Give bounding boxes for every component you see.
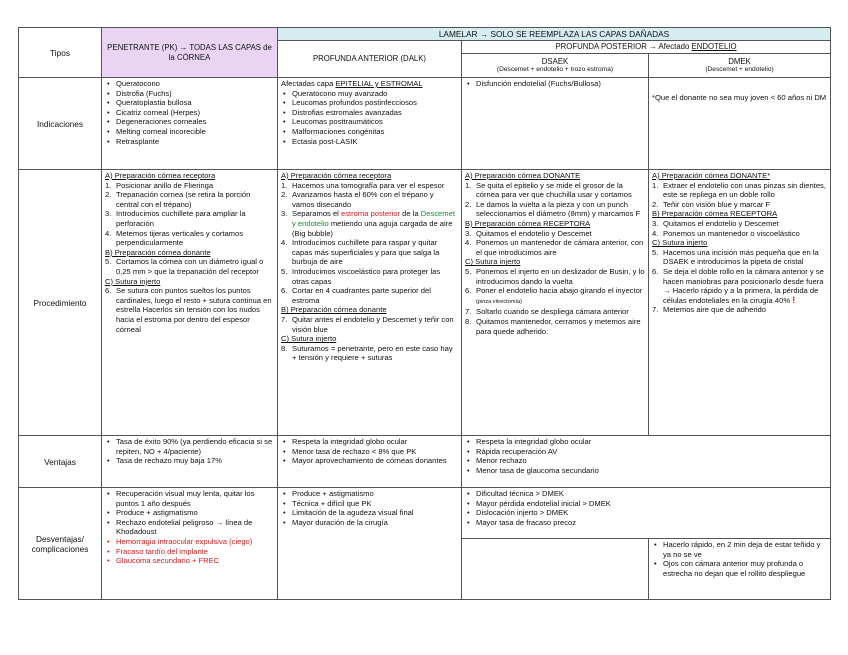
dmek-section-a-heading: A) Preparación córnea DONANTE* [652,171,771,180]
step-number: 8. [281,343,288,353]
indicaciones-pk-list [105,79,274,146]
step-row [105,181,274,191]
dalk-step3-mid: de la [400,209,421,219]
indicaciones-dsaek-cell [462,78,649,170]
desventajas-posterior-list [465,489,827,527]
step-number: 7. [465,307,472,317]
dalk-step-1 [281,181,458,191]
step-number: 5. [652,247,659,257]
step-number: 6. [652,266,659,276]
dalk-section-b-steps [281,315,458,334]
step-text: Ponemos un mantenedor o viscoelástico [663,228,800,238]
step-row [105,209,274,228]
step-number: 2. [652,199,659,209]
step-number: 1. [281,180,288,190]
step-text: Introducimos cuchillete para raspar y quitar capas más superficiales y para que salga la burbuja de aire [292,238,440,267]
row-label-procedimiento [19,170,102,436]
header-dsaek-text: DSAEK [541,56,569,66]
row-label-indicaciones-text: Indicaciones [36,118,84,129]
step-text: Trepanación cornea (se retira la porción central con el trépano) [116,190,251,209]
step-text: Hacemos una incisión más pequeña que en la DSAEK e introducimos la pipeta de cristal [663,247,819,267]
step-number: 8. [465,316,472,326]
dmek-section-c-steps [652,248,827,267]
list-item: • Limitación de la agudeza visual final [292,508,458,518]
list-item: • Produce + astigmatismo [292,489,458,499]
header-tipos [19,28,102,78]
list-item: • Degeneraciones corneales [116,117,274,127]
list-item: • Dificultad técnica > DMEK [476,489,827,499]
step-text: Quitamos mantenedor, cerramos y metemos aire para quede adherido. [476,316,641,336]
list-item: • Distrofia (Fuchs) [116,89,274,99]
step-number: 5. [465,266,472,276]
list-item: • Mayor tasa de fracaso precoz [476,518,827,528]
list-item: • Ectasia post-LASIK [292,137,458,147]
step-row [465,229,645,239]
step-text: Quitamos el endotelio y Descemet [476,228,592,238]
indicaciones-dalk-list [281,89,458,147]
pk-section-b-steps [105,257,274,276]
step-number: 4. [652,228,659,238]
header-dmek-text: DMEK [728,56,751,66]
header-lamelar [278,28,831,41]
procedimiento-dsaek-cell [462,170,649,436]
list-item: • Produce + astigmatismo [116,508,274,518]
list-item: • Recuperación visual muy lenta, quitar los puntos 1 año después [116,489,274,508]
header-tipos-text: Tipos [50,47,70,58]
row-label-ventajas [19,436,102,488]
header-dmek [649,54,831,78]
step-text: Avanzamos hasta el 60% con el trépano y vamos disecando [292,190,434,209]
list-item: • Hemorragia intraocular expulsiva (ciego) [116,537,274,547]
step-number: 1. [105,180,112,190]
pk-section-c-heading: C) Sutura injerto [105,276,161,286]
desventajas-pk-red-list [105,537,274,566]
list-item: • Disfunción endotelial (Fuchs/Bullosa) [476,79,645,89]
dsaek-section-c-steps [465,267,645,286]
header-dsaek-subtitle: (Descemet + endotelio + trozo estroma) [496,66,614,74]
desventajas-dalk-list [281,489,458,527]
dmek-donor-note: *Que el donante no sea muy joven < 60 años ni DM [652,93,827,102]
ventajas-dalk-cell [278,436,462,488]
step-row [105,190,274,209]
dalk-section-c-steps [281,344,458,363]
step-number: 3. [652,218,659,228]
step-row [105,257,274,276]
step-row [465,267,645,286]
header-profunda-posterior-text: PROFUNDA POSTERIOR → Afectado [555,42,692,52]
header-profunda-posterior [462,41,831,54]
step-text: Hacemos una tomografía para ver el espesor [292,180,445,190]
step-row [652,229,827,239]
list-item: • Leucomas profundos postinfecciosos [292,98,458,108]
step-number: 4. [105,228,112,238]
indicaciones-dalk-cell [278,78,462,170]
ventajas-dalk-list [281,437,458,466]
step-row [465,200,645,219]
list-item: • Ojos con cámara anterior muy profunda o estrecha no dejan que el rollito despliegue [663,559,827,578]
row-label-desventajas [19,488,102,600]
list-item: • Menor tasa de rechazo < 8% que PK [292,447,458,457]
procedimiento-pk-cell [102,170,278,436]
step-number: 3. [281,209,288,219]
step-number: 4. [465,238,472,248]
step-row [465,317,645,336]
step-text: Suturamos = penetrante, pero en este caso hay + tensión y requiere + suturas [292,343,453,363]
list-item: • Rápida recuperación AV [476,447,827,457]
step-number: 6. [105,286,112,296]
dalk-step3-red: estroma posterior [340,209,401,219]
desventajas-dmek-cell [649,539,831,600]
dsaek-section-c-steps-end [465,307,645,336]
dalk-section-b-heading: B) Preparación córnea donante [281,305,387,315]
step-text: Cortamos la córnea con un diámetro igual o 0,25 mm > que la trepanación del receptor [116,257,264,276]
header-profunda-anterior [278,41,462,78]
step-row [105,229,274,248]
dalk-step-3 [281,209,458,238]
step-number: 3. [105,209,112,219]
dsaek-step-6 [465,286,645,307]
row-label-ventajas-text: Ventajas [44,456,76,467]
step-text: Posicionar anillo de Flieringa [116,180,214,190]
step-text: Quitamos el endotelio y Descemet [663,218,779,228]
list-item: • Mayor duración de la cirugía [292,518,458,528]
desventajas-pk-list [105,489,274,537]
step-text: Ponemos el injerto en un deslizador de Busin, y lo introducimos dando la vuelta [476,266,645,286]
step-row [281,315,458,334]
dsaek-section-a-steps [465,181,645,219]
step-row [465,307,645,317]
dsaek-step6-text: Poner el endotelio hacia abajo girando el inyector [476,286,643,296]
list-item: • Menor tasa de glaucoma secundario [476,466,827,476]
step-text: Le damos la vuelta a la pieza y con un punch seleccionamos el diámetro (8mm) y marcamos F [476,199,641,219]
step-row [105,286,274,334]
step-number: 6. [465,286,472,296]
dsaek-section-a-heading: A) Preparación córnea DONANTE [465,171,581,180]
list-item: • Mayor pérdida endotelial inicial > DMEK [476,499,827,509]
step-text: Cortar en 4 cuadrantes parte superior del estroma [292,286,431,305]
indicaciones-dalk-intro [281,79,458,89]
header-penetrante-text: PENETRANTE (PK) → TODAS LAS CAPAS de la CÓRNEA [107,43,272,62]
list-item: • Malformaciones congénitas [292,127,458,137]
step-text [292,209,458,238]
list-item: • Respeta la integridad globo ocular [292,437,458,447]
list-item: • Leucomas posttraumáticos [292,117,458,127]
step-row [281,344,458,363]
step-text: Introducimos viscoelástico para proteger las otras capas [292,266,441,286]
list-item: • Melting corneal incorecible [116,127,274,137]
header-dmek-subtitle: (Descemet + endotelio) [705,66,774,74]
header-dsaek [462,54,649,78]
ventajas-pk-list [105,437,274,466]
procedimiento-dmek-cell [649,170,831,436]
step-text: Se quita el epitelio y se mide el grosor de la córnea para ver que chuchilla usar y cortamos [476,180,632,200]
dmek-section-b-heading: B) Preparación córnea RECEPTORA [652,209,778,219]
pk-section-a-heading: A) Preparación córnea receptora [105,171,216,180]
dalk-intro-prefix: Afectadas capa [281,79,336,88]
dsaek-step6-note: (pinza vitrectomía) [476,298,523,305]
header-profunda-anterior-text: PROFUNDA ANTERIOR (DALK) [312,54,427,64]
step-row [465,238,645,257]
dalk-step-2 [281,190,458,209]
list-item: • Glaucoma secundario + FREC [116,556,274,566]
step-row [652,200,827,210]
step-number: 5. [281,266,288,276]
step-row [281,286,458,305]
list-item: • Retrasplante [116,137,274,147]
dmek-step6-text: Se deja el doble rollo en la cámara anterior y se hacen maniobras para posicionarlo desde fuera → Hacerlo rápido y a la primera, la pérdida de células endoteliales en la cirugía 40% [663,266,824,305]
indicaciones-dmek-cell [649,78,831,170]
pk-section-b-heading: B) Preparación córnea donante [105,247,211,257]
dmek-section-c-heading: C) Sutura injerto [652,238,708,248]
list-item: • Tasa de rechazo muy baja 17% [116,456,274,466]
pk-section-c-steps [105,286,274,334]
list-item: • Menor rechazo [476,456,827,466]
desventajas-dsaek-empty-cell [462,539,649,600]
step-text: Se sutura con puntos sueltos los puntos cardinales, luego el resto + sutura continua en estrella Hacerlos sin tensión con los nudos hacia el estroma por dentro del espesor córneal [116,286,272,334]
desventajas-posterior-cell [462,488,831,539]
step-row [652,248,827,267]
list-item: • Tasa de éxito 90% (ya perdiendo eficacia si se repiten, NO + 4/paciente) [116,437,274,456]
pk-section-a-steps [105,181,274,248]
step-number: 2. [281,190,288,200]
list-item: • Hacerlo rápido, en 2 min deja de estar teñido y ya no se ve [663,540,827,559]
desventajas-dalk-cell [278,488,462,600]
list-item: • Queratocono [116,79,274,89]
step-number: 4. [281,238,288,248]
dsaek-section-b-steps [465,229,645,258]
dmek-section-c-steps-end [652,305,827,315]
list-item: • Fracaso tardío del implante [116,547,274,557]
indicaciones-pk-cell [102,78,278,170]
list-item: • Queratocono muy avanzado [292,89,458,99]
dalk-section-a-steps [281,238,458,305]
ventajas-pk-cell [102,436,278,488]
list-item: • Rechazo endotelial peligroso → línea de Khodadoust [116,518,274,537]
step-row [652,305,827,315]
indicaciones-posterior-list [465,79,645,89]
list-item: • Mayor aprovechamiento de córneas donantes [292,456,458,466]
header-lamelar-text: LAMELAR → SOLO SE REEMPLAZA LAS CAPAS DAÑADAS [438,29,670,39]
desventajas-dmek-list [652,540,827,578]
step-number: 1. [652,180,659,190]
dsaek-section-c-heading: C) Sutura injerto [465,257,521,267]
step-text: Metemos aire que de adherido [663,305,767,315]
step-row [281,267,458,286]
list-item: • Distrofias estromales avanzadas [292,108,458,118]
step-text: Introducimos cuchillete para ampliar la perforación [116,209,246,228]
dmek-step-6 [652,267,827,305]
warning-exclamation-icon: ! [792,294,796,305]
header-penetrante [102,28,278,78]
step-number: 5. [105,257,112,267]
step-text: Quitar antes el endotelio y Descemet y teñir con visión blue [292,314,454,334]
step-row [652,219,827,229]
comparison-table-sheet [18,27,830,600]
step-row [281,238,458,267]
dalk-intro-emph: EPITELIAL y ESTROMAL [335,79,423,88]
step-number: 7. [652,305,659,315]
step-number: 1. [465,180,472,190]
step-number: 6. [281,286,288,296]
step-number: 2. [105,190,112,200]
dalk-section-c-heading: C) Sutura injerto [281,334,337,344]
step-text: Ponemos un mantenedor de cámara anterior, con el que introducimos aire [476,238,644,257]
row-label-procedimiento-text: Procedimiento [33,297,87,308]
dalk-section-a-heading: A) Preparación córnea receptora [281,171,392,180]
step-number: 7. [281,314,288,324]
dalk-step3-green: Descemet y endotelio [292,209,455,228]
procedimiento-dalk-cell [278,170,462,436]
list-item: • Técnica + difícil que PK [292,499,458,509]
dalk-step3-pre: Separamos el [292,209,341,219]
list-item: • Queratoplastia bullosa [116,98,274,108]
ventajas-posterior-list [465,437,827,475]
list-item: • Respeta la integridad globo ocular [476,437,827,447]
dmek-section-a-steps [652,181,827,210]
list-item: • Cicatriz corneal (Herpes) [116,108,274,118]
step-text [476,286,645,307]
keratoplasty-comparison-table [18,27,831,600]
row-label-desventajas-text: Desventajas/ complicaciones [31,533,89,554]
header-endotelio-text: ENDOTELIO [691,42,737,52]
dsaek-section-b-heading: B) Preparación córnea RECEPTORA [465,218,591,228]
desventajas-pk-cell [102,488,278,600]
dalk-step3-post: metiendo una aguja cargada de aire (Big bubble) [292,218,453,238]
step-number: 2. [465,199,472,209]
step-row [652,181,827,200]
dmek-section-b-steps [652,219,827,238]
ventajas-posterior-cell [462,436,831,488]
step-text: Metemos tijeras verticales y cortamos perpendicularmente [116,228,244,248]
step-number: 3. [465,228,472,238]
step-text: Extraer el endotelio con unas pinzas sin dientes, este se repliega en un doble rollo [663,180,826,200]
list-item: • Dislocación injerto > DMEK [476,508,827,518]
step-text [663,267,827,305]
step-text: Soltarlo cuando se despliega cámara anterior [476,307,629,317]
row-label-indicaciones [19,78,102,170]
step-row [465,181,645,200]
step-text: Teñir con visión blue y marcar F [663,199,771,209]
